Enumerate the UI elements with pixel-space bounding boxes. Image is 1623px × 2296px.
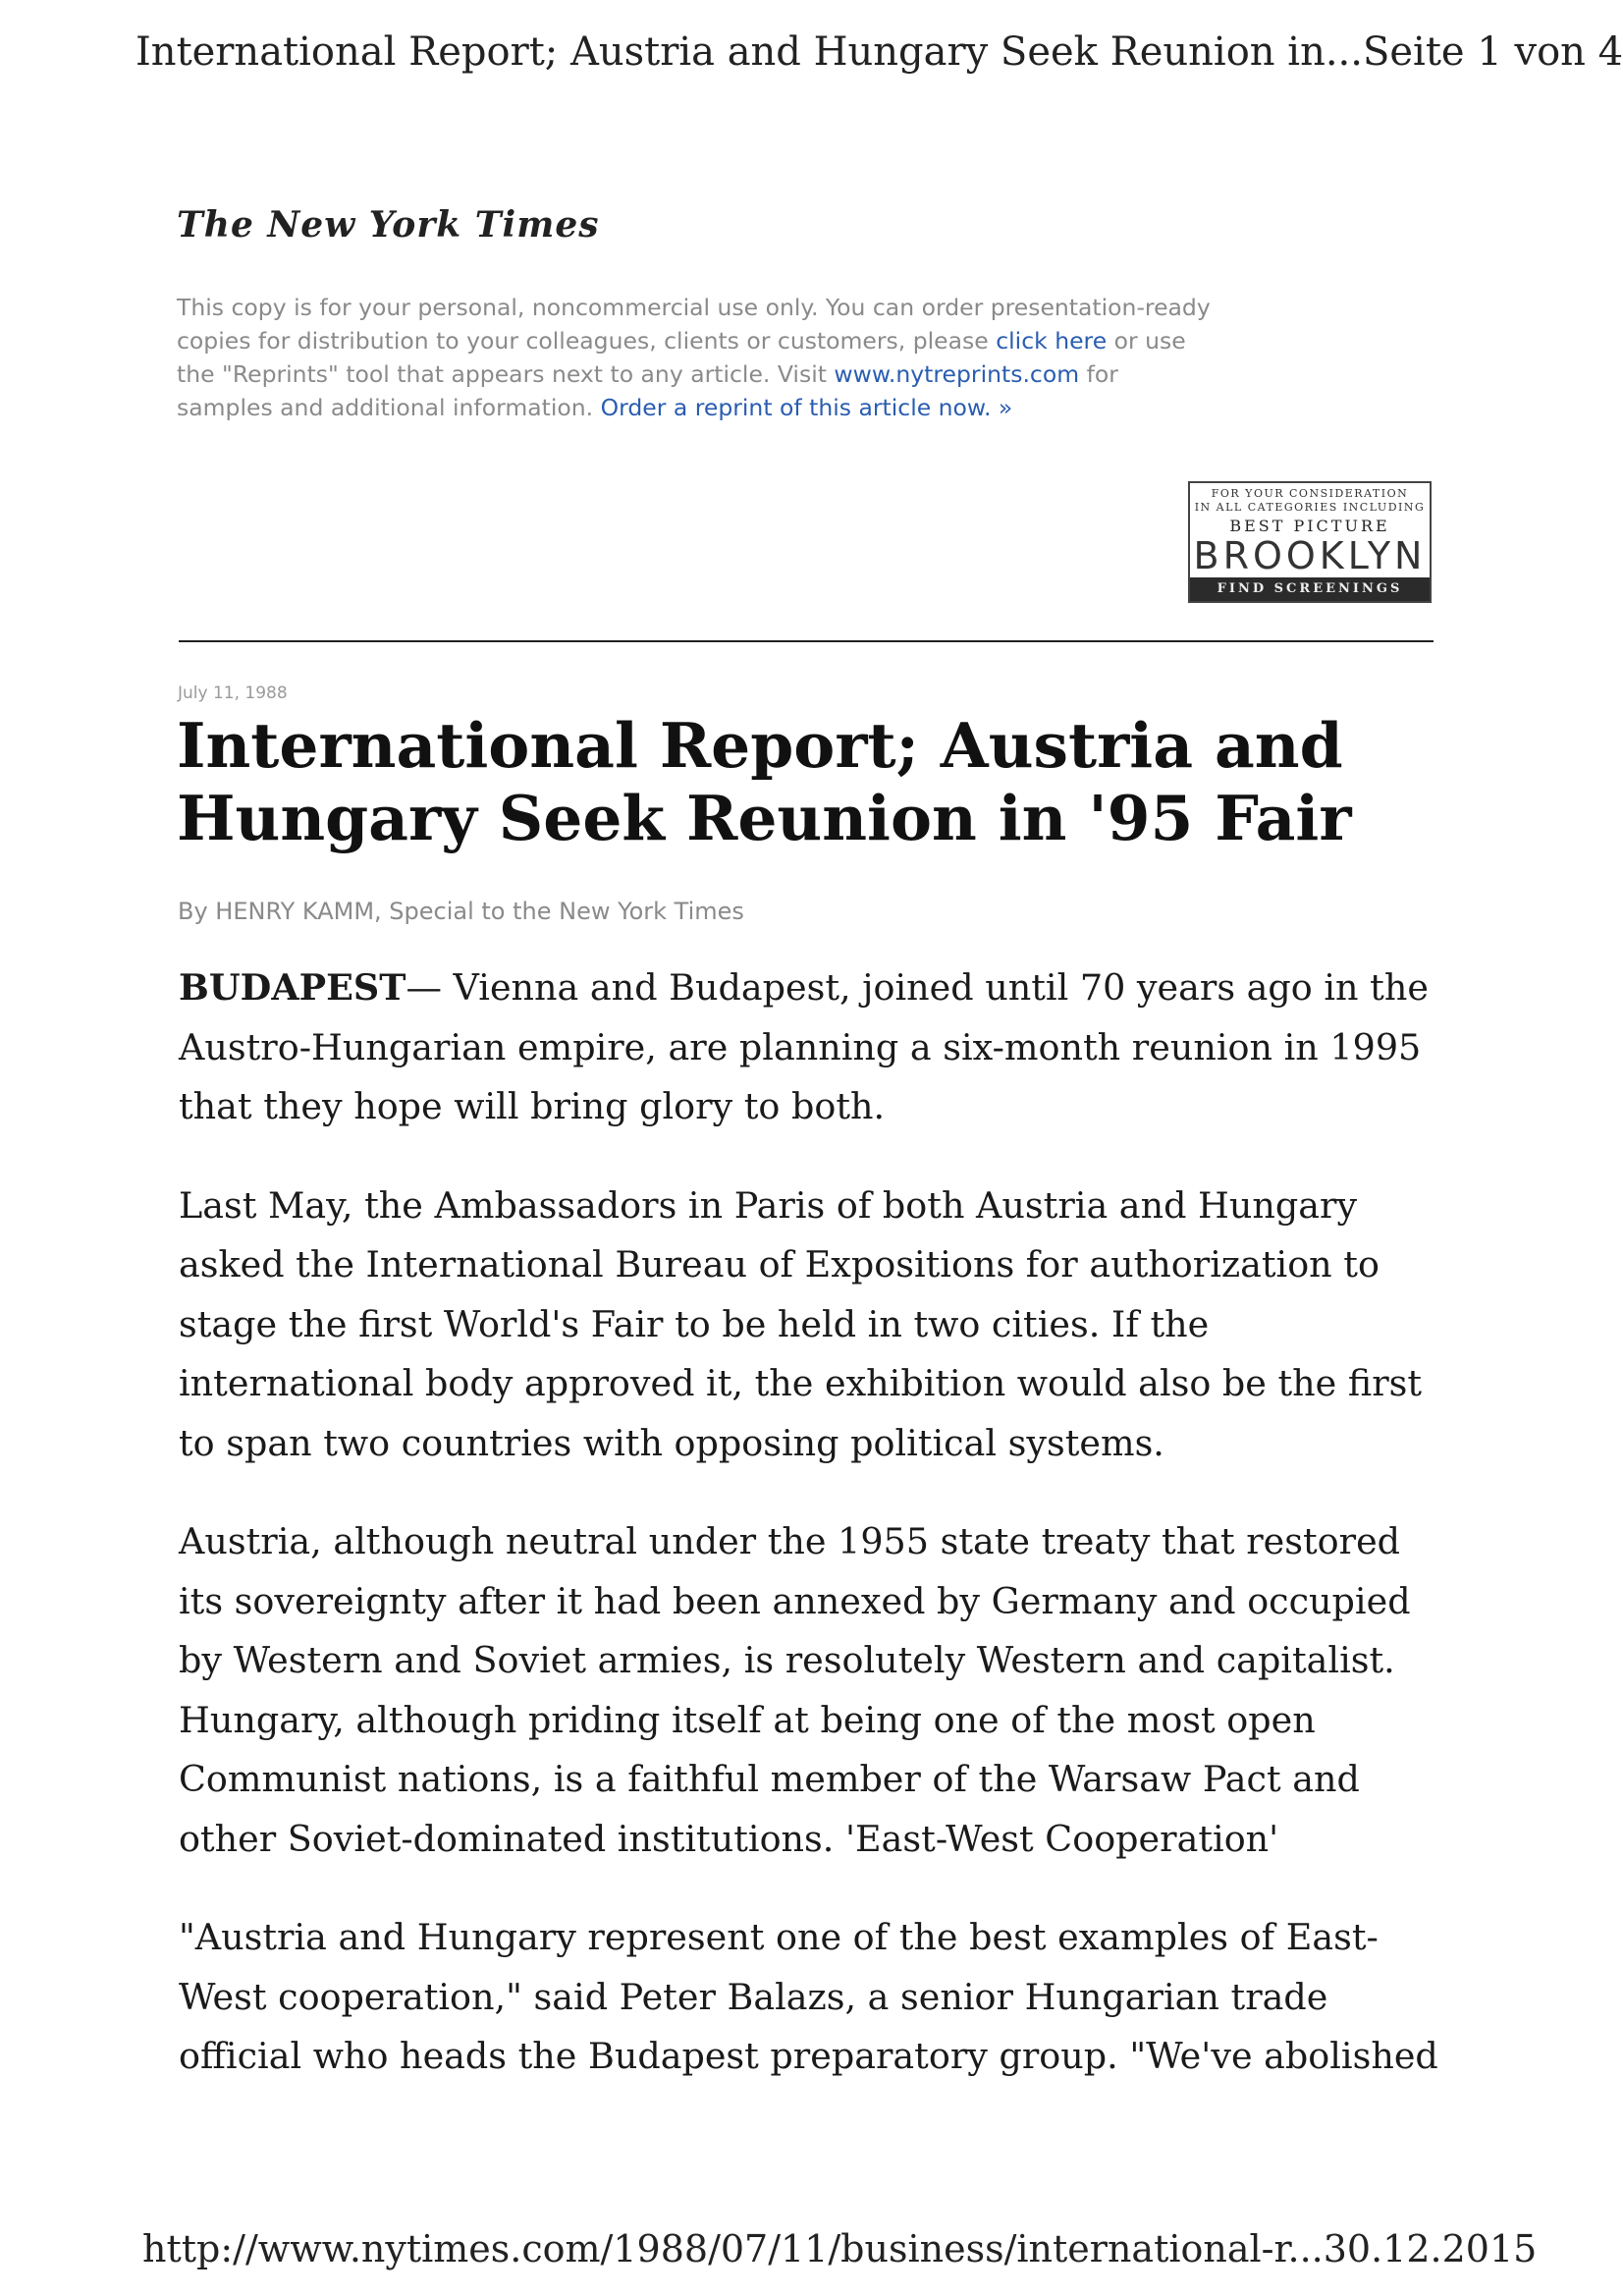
ad-title: BROOKLYN xyxy=(1193,534,1427,577)
article-location: BUDAPEST xyxy=(179,966,406,1009)
article-paragraph-1 xyxy=(179,958,1455,1137)
reprint-notice xyxy=(177,291,1217,424)
print-header-page: Seite 1 von 4 xyxy=(1362,29,1623,75)
notice-text-3: for samples and additional information. xyxy=(177,360,1118,421)
print-header-title: International Report; Austria and Hungary Seek Reunion in... xyxy=(135,29,1363,75)
article-headline: International Report; Austria and Hungary Seek Reunion in '95 Fair xyxy=(177,709,1352,854)
print-footer xyxy=(142,2227,1538,2270)
article-byline: By HENRY KAMM, Special to the New York Times xyxy=(178,898,744,925)
brooklyn-ad[interactable] xyxy=(1188,481,1432,603)
article-paragraph-2: Last May, the Ambassadors in Paris of both Austria and Hungary asked the International Bureau of Expositions for authorization to stage the first World's Fair to be held in two cities. If the international body approved it, the exhibition would also be the first to span two countries with opposing political systems. xyxy=(179,1183,1423,1464)
header-divider xyxy=(179,640,1434,642)
order-reprint-link[interactable]: Order a reprint of this article now. » xyxy=(600,394,1013,421)
click-here-link[interactable]: click here xyxy=(996,327,1108,355)
article-paragraph-1-text: — Vienna and Budapest, joined until 70 years ago in the Austro-Hungarian empire, are planning a six-month reunion in 1995 that they hope will bring glory to both. xyxy=(179,966,1429,1127)
ad-best-picture-text: BEST PICTURE xyxy=(1229,517,1390,535)
ad-categories-text: IN ALL CATEGORIES INCLUDING xyxy=(1194,501,1426,514)
nyt-masthead-logo[interactable]: The New York Times xyxy=(177,204,600,246)
article-date: July 11, 1988 xyxy=(178,683,288,703)
article-body xyxy=(179,958,1455,2126)
notice-text-1: This copy is for your personal, noncommercial use only. You can order presentation-ready copies for distribution to your colleagues, clients or customers, please xyxy=(177,294,1211,355)
print-header xyxy=(135,29,1623,75)
notice-text-2: or use the "Reprints" tool that appears next to any article. Visit xyxy=(177,327,1186,388)
article-paragraph-3: Austria, although neutral under the 1955 state treaty that restored its sovereignty after it had been annexed by Germany and occupied by Western and Soviet armies, is resolutely Western and capitalist. Hungary, although priding itself at being one of the most open Communist nations, is a faithful member of the Warsaw Pact and other Soviet-dominated institutions. 'East-West Cooperation' xyxy=(179,1520,1411,1860)
ad-consideration-text: FOR YOUR CONSIDERATION xyxy=(1211,487,1409,500)
print-footer-date: 30.12.2015 xyxy=(1323,2227,1538,2270)
find-screenings-button[interactable]: FIND SCREENINGS xyxy=(1190,577,1430,601)
print-footer-url: http://www.nytimes.com/1988/07/11/business/international-r... xyxy=(142,2227,1324,2270)
nytreprints-link[interactable]: www.nytreprints.com xyxy=(834,360,1080,388)
article-paragraph-4: "Austria and Hungary represent one of the best examples of East-West cooperation," said Peter Balazs, a senior Hungarian trade official who heads the Budapest preparatory group. "We've abolished xyxy=(179,1916,1438,2077)
